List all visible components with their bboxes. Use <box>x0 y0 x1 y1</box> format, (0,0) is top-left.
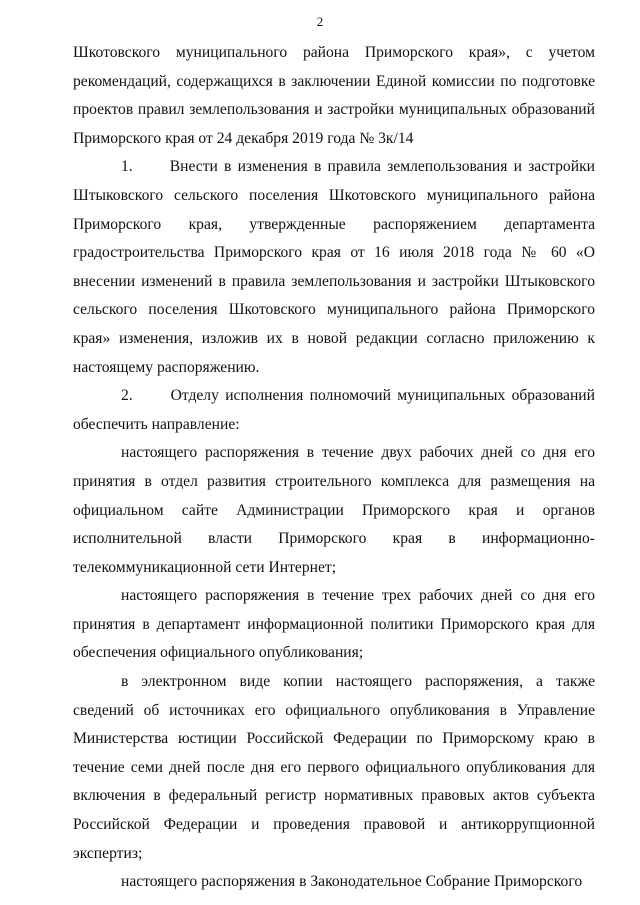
paragraph-intro-continuation: Шкотовского муниципального района Приморского края», с учетом рекомендаций, содержащихся в заключении Единой комиссии по подготовке проектов правил землепользования и застройки муниципальных образований Приморского края от 24 декабря 2019 года № 3к/14 <box>73 44 595 147</box>
paragraph-item-2-assembly: настоящего распоряжения в Законодательное Собрание Приморского <box>121 873 583 891</box>
document-body <box>73 39 595 897</box>
paragraph-item-2-publication: настоящего распоряжения в течение трех рабочих дней со дня его принятия в департамент информационной политики Приморского края для обеспечения официального опубликования; <box>73 587 595 662</box>
paragraph-item-2: 2. Отделу исполнения полномочий муниципальных образований обеспечить направление: <box>73 387 595 433</box>
paragraph-item-2-internet: настоящего распоряжения в течение двух рабочих дней со дня его принятия в отдел развития строительного комплекса для размещения на официальном сайте Администрации Приморского края и органов исполнительной власти Приморского края в информационно-телекоммуникационной сети Интернет; <box>73 444 595 576</box>
paragraph-item-1: 1. Внести в изменения в правила землепользования и застройки Штыковского сельского поселения Шкотовского муниципального района Приморского края, утвержденные распоряжением департамента градостроительства Приморского края от 16 июля 2018 года № 60 «О внесении изменений в правила землепользования и застройки Штыковского сельского поселения Шкотовского муниципального района Приморского края» изменения, изложив их в новой редакции согласно приложению к настоящему распоряжению. <box>73 158 595 376</box>
paragraph-item-2-ministry: в электронном виде копии настоящего распоряжения, а также сведений об источниках его официального опубликования в Управление Министерства юстиции Российской Федерации по Приморскому краю в течение семи дней после дня его первого официального опубликования для включения в федеральный регистр нормативных правовых актов субъекта Российской Федерации и проведения правовой и антикоррупционной экспертиз; <box>73 673 595 862</box>
page-number: 2 <box>316 14 324 29</box>
